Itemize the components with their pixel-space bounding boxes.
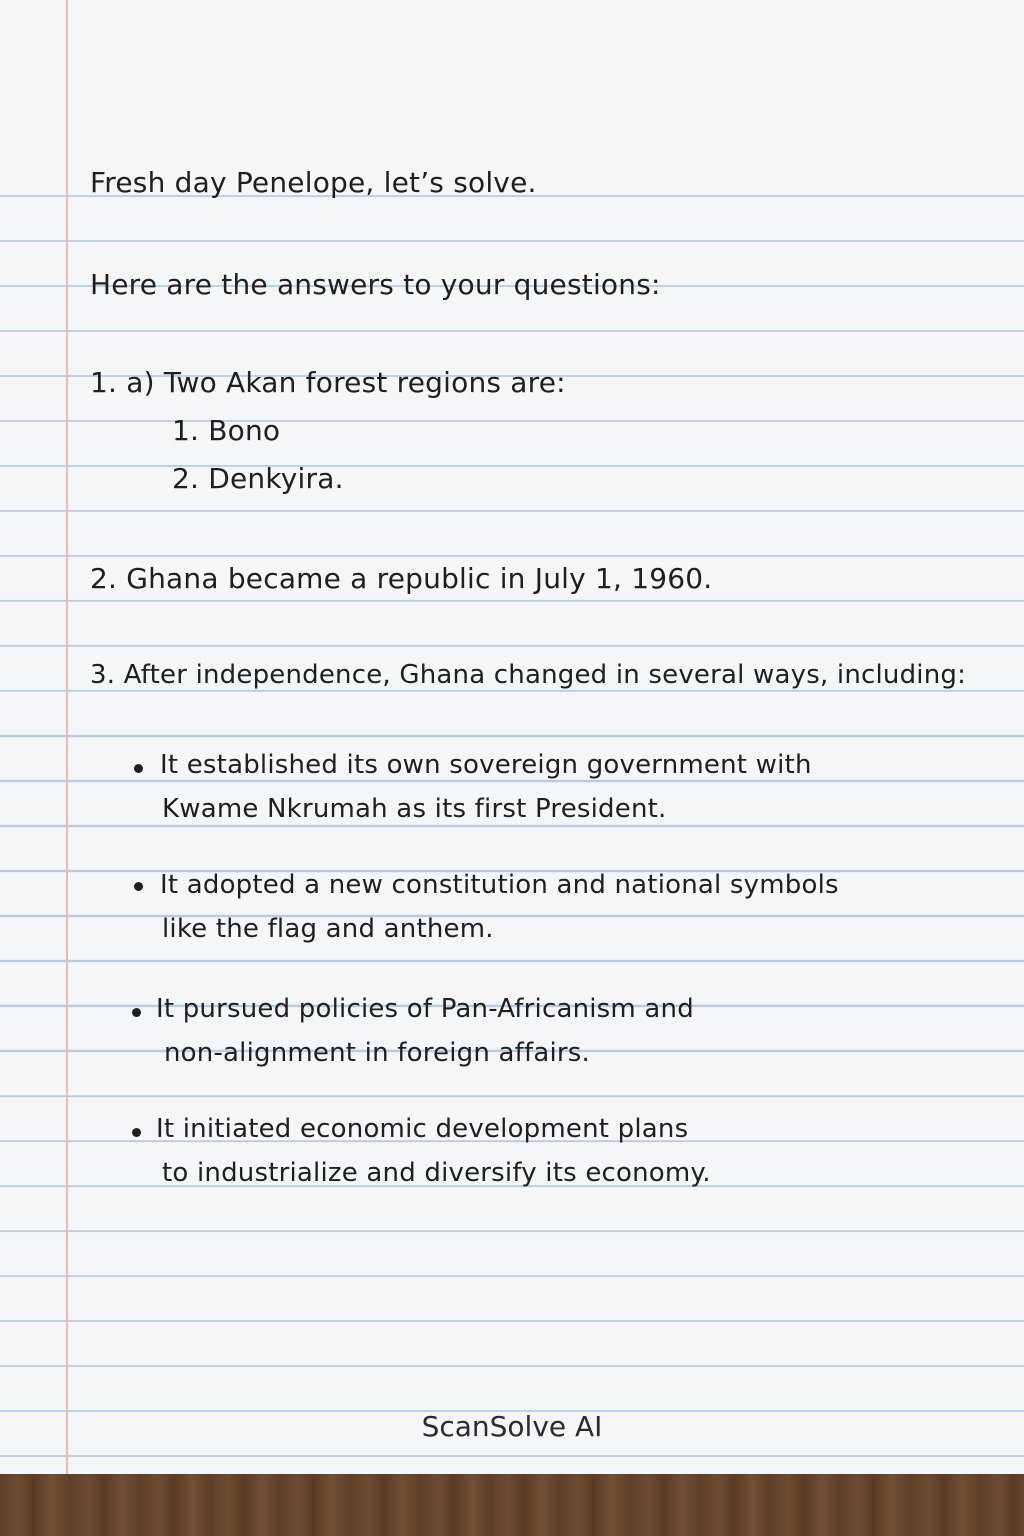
footer-brand: ScanSolve AI <box>421 1410 603 1443</box>
bullet-line: non-alignment in foreign affairs. <box>164 1038 590 1068</box>
bullet-line: It pursued policies of Pan-Africanism and <box>156 994 694 1024</box>
bullet-icon <box>132 1128 141 1137</box>
bullet-line: like the flag and anthem. <box>162 914 494 944</box>
question-1-item: 1. Bono <box>172 414 281 447</box>
bullet-icon <box>132 1008 141 1017</box>
question-2-answer: 2. Ghana became a republic in July 1, 1960. <box>90 562 713 595</box>
margin-line <box>66 0 68 1474</box>
bullet-line: It adopted a new constitution and national symbols <box>160 870 839 900</box>
bullet-icon <box>134 882 143 891</box>
question-1-heading: 1. a) Two Akan forest regions are: <box>90 366 566 399</box>
page-top-margin <box>0 0 1024 152</box>
greeting: Fresh day Penelope, let’s solve. <box>90 166 537 199</box>
bullet-line: Kwame Nkrumah as its first President. <box>162 794 667 824</box>
bullet-line: It initiated economic development plans <box>156 1114 689 1144</box>
question-3-heading: 3. After independence, Ghana changed in several ways, including: <box>90 660 967 690</box>
bullet-icon <box>134 764 143 773</box>
bullet-line: It established its own sovereign government with <box>160 750 812 780</box>
intro-text: Here are the answers to your questions: <box>90 268 661 301</box>
question-1-item: 2. Denkyira. <box>172 462 344 495</box>
wooden-table-background <box>0 1474 1024 1536</box>
bullet-line: to industrialize and diversify its economy. <box>162 1158 711 1188</box>
